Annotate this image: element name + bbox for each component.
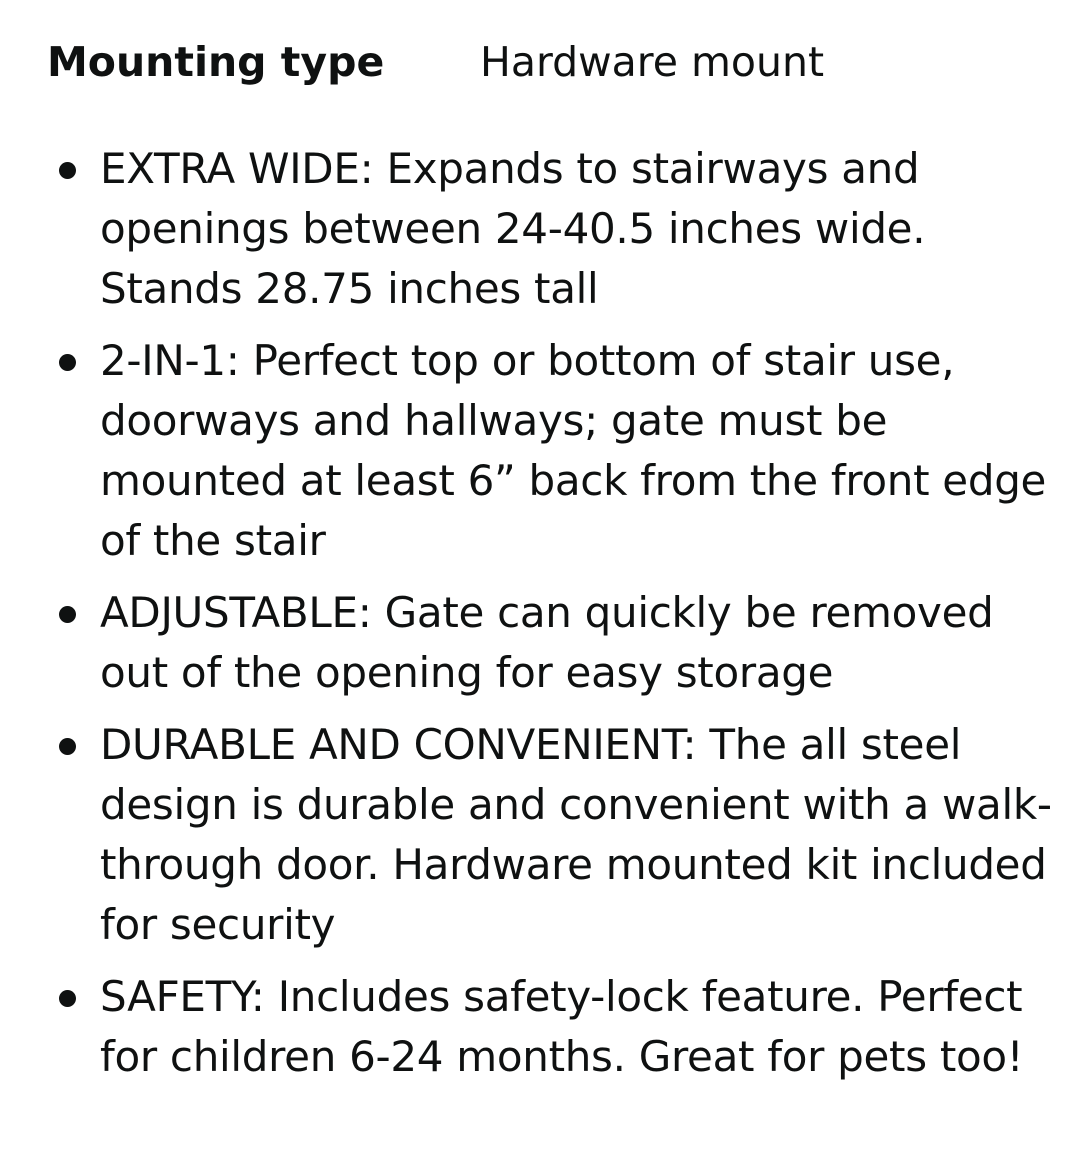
bullet-text: EXTRA WIDE: Expands to stairways and openings between 24-40.5 inches wide. Stands 28.75 inches tall xyxy=(100,144,926,313)
list-item xyxy=(0,331,1080,571)
spec-row-mounting-type xyxy=(47,34,1047,90)
bullet-dot-icon xyxy=(59,606,76,623)
bullet-text: ADJUSTABLE: Gate can quickly be removed out of the opening for easy storage xyxy=(100,588,994,697)
bullet-dot-icon xyxy=(59,354,76,371)
bullet-dot-icon xyxy=(59,738,76,755)
bullet-text: SAFETY: Includes safety-lock feature. Perfect for children 6-24 months. Great for pets too! xyxy=(100,972,1024,1081)
list-item xyxy=(0,139,1080,319)
bullet-text: 2-IN-1: Perfect top or bottom of stair use, doorways and hallways; gate must be mounted at least 6” back from the front edge of the stair xyxy=(100,336,1047,565)
list-item xyxy=(0,967,1080,1087)
bullet-dot-icon xyxy=(59,990,76,1007)
bullet-text: DURABLE AND CONVENIENT: The all steel design is durable and convenient with a walk-through door. Hardware mounted kit included for security xyxy=(100,720,1052,949)
feature-bullet-list xyxy=(0,139,1080,1099)
list-item xyxy=(0,583,1080,703)
spec-value: Hardware mount xyxy=(480,38,825,86)
list-item xyxy=(0,715,1080,955)
spec-label: Mounting type xyxy=(47,38,385,86)
bullet-dot-icon xyxy=(59,162,76,179)
